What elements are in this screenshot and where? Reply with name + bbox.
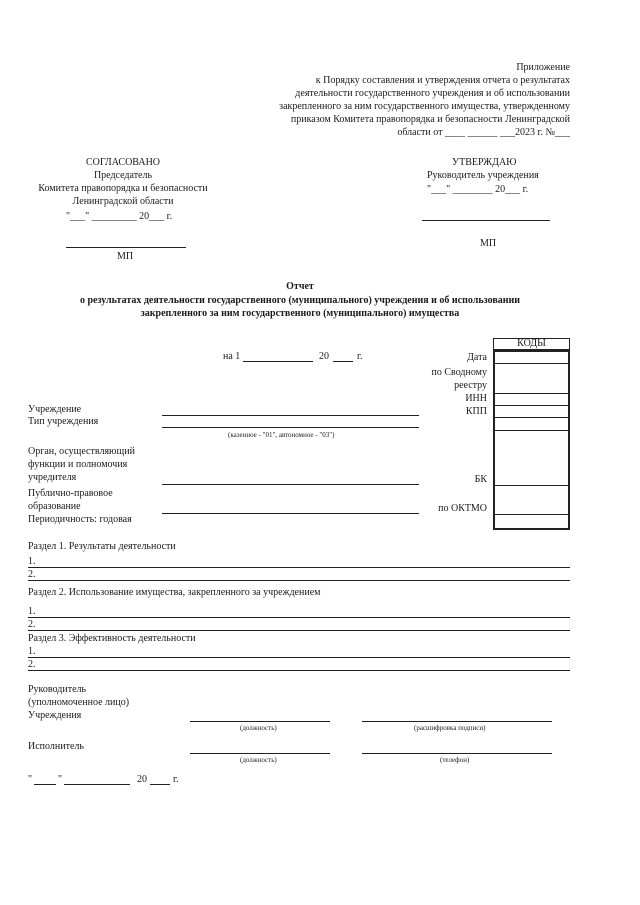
approval-left-title: СОГЛАСОВАНО <box>85 157 161 168</box>
codes-row-divider <box>493 417 570 418</box>
section-item: 2. <box>28 659 36 670</box>
field-public: образование <box>28 501 81 512</box>
field-periodicity: Периодичность: годовая <box>28 514 132 525</box>
field-public: Публично-правовое <box>28 488 113 499</box>
report-title: Отчет <box>286 281 314 292</box>
codes-label-svod: по Сводному <box>431 367 487 378</box>
appendix-line: области от ____ ______ ___2023 г. №___ <box>397 127 570 138</box>
appendix-line: закрепленного за ним государственного имущества, утвержденному <box>279 101 570 112</box>
report-date-year: 20 <box>319 351 329 362</box>
field-organ: учредителя <box>28 472 77 483</box>
approval-left-line2: Комитета правопорядка и безопасности <box>38 183 208 194</box>
codes-column <box>493 350 570 530</box>
signature-head: Руководитель <box>28 684 87 695</box>
codes-label-date: Дата <box>467 352 487 363</box>
codes-label-bk: БК <box>474 474 487 485</box>
section-item-line <box>28 580 570 581</box>
codes-label-inn: ИНН <box>465 393 487 404</box>
approval-right-title: УТВЕРЖДАЮ <box>452 157 517 168</box>
appendix-line: к Порядку составления и утверждения отчета о результатах <box>315 75 570 86</box>
field-institution-type-line <box>162 427 419 428</box>
report-date-year-line <box>333 361 353 362</box>
field-organ-line <box>162 484 419 485</box>
codes-label-oktmo: по ОКТМО <box>438 503 487 514</box>
signature-decode-hint: (расшифровка подписи) <box>414 724 486 732</box>
appendix-line: деятельности государственного учреждения и об использовании <box>295 88 570 99</box>
section-item: 2. <box>28 569 36 580</box>
executor-phone-line <box>362 753 552 754</box>
codes-row-divider <box>493 393 570 394</box>
codes-row-divider <box>493 363 570 364</box>
approval-right-stamp: МП <box>480 238 497 249</box>
field-organ: функции и полномочия <box>28 459 128 470</box>
codes-row-divider <box>493 405 570 406</box>
approval-right-date: "___" ________ 20___ г. <box>427 184 529 195</box>
date-year: 20 <box>137 774 147 785</box>
report-date-prefix: на 1 <box>223 351 241 362</box>
field-type-hint: (казенное - "01", автономное - "03") <box>228 431 335 439</box>
appendix-line: Приложение <box>516 62 570 73</box>
section-item-line <box>28 630 570 631</box>
codes-row-divider <box>493 485 570 486</box>
approval-left-signature-line <box>66 247 186 248</box>
codes-row-divider <box>493 430 570 431</box>
field-institution-type: Тип учреждения <box>28 416 99 427</box>
section-item: 1. <box>28 606 36 617</box>
section-title: Раздел 3. Эффективность деятельности <box>28 633 196 644</box>
report-subtitle: закрепленного за ним государственного (муниципального) имущества <box>140 308 460 319</box>
approval-right-signature-line <box>422 220 550 221</box>
field-institution-line <box>162 415 419 416</box>
date-quote-open: " <box>28 774 33 785</box>
executor-position-hint: (должность) <box>240 756 277 764</box>
date-month-line <box>64 784 130 785</box>
date-suffix: г. <box>173 774 179 785</box>
approval-left-stamp: МП <box>117 251 134 262</box>
section-item: 1. <box>28 556 36 567</box>
appendix-line: приказом Комитета правопорядка и безопасности Ленинградской <box>290 114 570 125</box>
field-public-line <box>162 513 419 514</box>
date-day-line <box>34 784 56 785</box>
section-item-line <box>28 567 570 568</box>
report-date-day-line <box>243 361 313 362</box>
date-year-line <box>150 784 170 785</box>
date-quote-close: " <box>58 774 63 785</box>
executor-position-line <box>190 753 330 754</box>
signature-position-hint: (должность) <box>240 724 277 732</box>
executor-phone-hint: (телефон) <box>440 756 470 764</box>
signature-decode-line <box>362 721 552 722</box>
signature-position-line <box>190 721 330 722</box>
codes-label-svod: реестру <box>454 380 487 391</box>
approval-left-line3: Ленинградской области <box>72 196 174 207</box>
codes-header: КОДЫ <box>517 338 546 349</box>
section-title: Раздел 1. Результаты деятельности <box>28 541 176 552</box>
report-subtitle: о результатах деятельности государственного (муниципального) учреждения и об использовании <box>79 295 521 306</box>
codes-row-divider <box>493 514 570 515</box>
report-date-suffix: г. <box>357 351 363 362</box>
field-organ: Орган, осуществляющий <box>28 446 135 457</box>
field-institution: Учреждение <box>28 404 82 415</box>
section-item: 2. <box>28 619 36 630</box>
section-title: Раздел 2. Использование имущества, закрепленного за учреждением <box>28 587 321 598</box>
section-item-line <box>28 670 570 671</box>
signature-head: Учреждения <box>28 710 82 721</box>
section-item: 1. <box>28 646 36 657</box>
approval-left-line1: Председатель <box>93 170 153 181</box>
approval-left-date: "___" _________ 20___ г. <box>66 211 173 222</box>
codes-label-kpp: КПП <box>465 406 487 417</box>
signature-head: (уполномоченное лицо) <box>28 697 130 708</box>
section-item-line <box>28 657 570 658</box>
approval-right-line1: Руководитель учреждения <box>427 170 539 181</box>
section-item-line <box>28 617 570 618</box>
executor-label: Исполнитель <box>28 741 84 752</box>
